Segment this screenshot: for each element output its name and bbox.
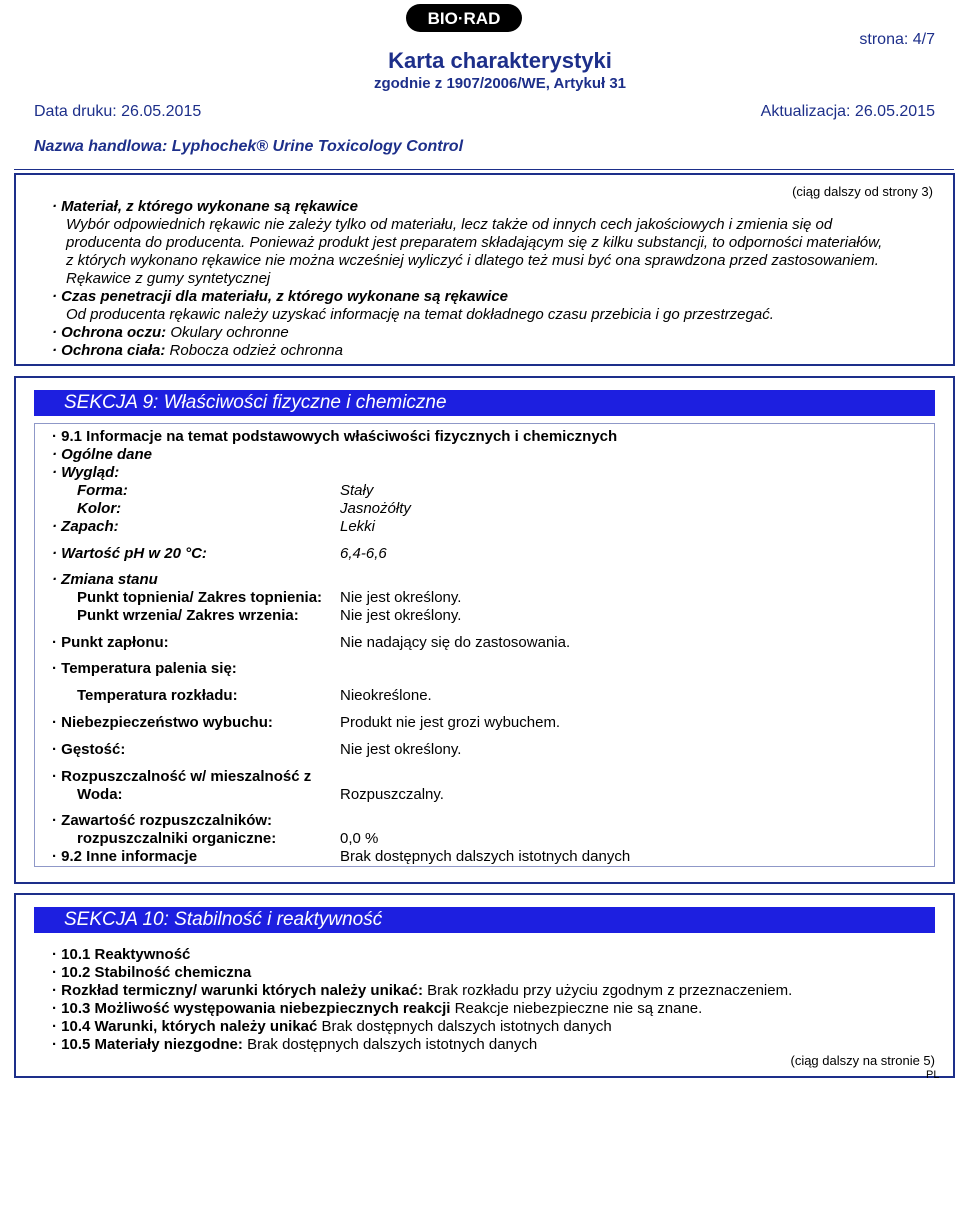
boiling-point-label: Punkt wrzenia/ Zakres wrzenia: [77,607,299,624]
density-value: Nie jest określony. [340,741,462,758]
form-value: Stały [340,482,374,499]
solubility-label: · Rozpuszczalność w/ mieszalność z [52,768,312,785]
odor-value: Lekki [340,518,376,535]
general-data: · Ogólne dane [52,446,153,463]
section-9-heading-bar [34,390,935,416]
ph-value: 6,4-6,6 [340,545,387,562]
glove-text-1: Wybór odpowiednich rękawic nie zależy tylko od materiału, lecz także od innych cech jakościowych i zmienia się od [66,216,833,233]
melting-point-label: Punkt topnienia/ Zakres topnienia: [77,589,323,606]
glove-text-3: z których wykonano rękawice nie można wcześniej wyliczyć i dlatego też musi być ona sprawdzona przed zastosowaniem. [66,252,879,269]
section-9-2-value: Brak dostępnych dalszych istotnych danych [340,848,631,865]
update-date: Aktualizacja: 26.05.2015 [760,103,935,120]
thermal-decomposition: · Rozkład termiczny/ warunki których należy unikać: Brak rozkładu przy użyciu zgodnym z przeznaczeniem. [52,982,793,999]
form-label: Forma: [77,482,128,499]
body-protection: · Ochrona ciała: Robocza odzież ochronna [52,342,343,359]
organic-solvents-value: 0,0 % [340,830,379,847]
explosion-hazard-label: · Niebezpieczeństwo wybuchu: [52,714,273,731]
penetration-label: · Czas penetracji dla materiału, z którego wykonane są rękawice [52,288,509,305]
section-10-heading-bar [34,907,935,933]
continued-from: (ciąg dalszy od strony 3) [792,184,933,199]
print-date: Data druku: 26.05.2015 [34,103,202,120]
solvent-content-label: · Zawartość rozpuszczalników: [52,812,273,829]
odor-label: · Zapach: [52,518,119,535]
decomposition-temp-label: Temperatura rozkładu: [77,687,238,704]
color-value: Jasnożółty [340,500,411,517]
organic-solvents-label: rozpuszczalniki organiczne: [77,830,277,847]
logo-text: BIO·RAD [427,9,501,28]
trade-name: Nazwa handlowa: Lyphochek® Urine Toxicology Control [34,138,464,155]
section-10-1: · 10.1 Reaktywność [52,946,191,963]
water-label: Woda: [77,786,123,803]
glove-text-4: Rękawice z gumy syntetycznej [66,270,271,287]
ignition-temp-label: · Temperatura palenia się: [52,660,237,677]
melting-point-value: Nie jest określony. [340,589,462,606]
flash-point-label: · Punkt zapłonu: [52,634,169,651]
header-divider [14,169,954,170]
section-10-heading: SEKCJA 10: Stabilność i reaktywność [64,909,383,930]
density-label: · Gęstość: [52,741,126,758]
state-change-label: · Zmiana stanu [52,571,158,588]
eye-protection: · Ochrona oczu: Okulary ochronne [52,324,289,341]
bio-rad-logo [405,3,523,33]
section-10-2: · 10.2 Stabilność chemiczna [52,964,252,981]
section-9-heading: SEKCJA 9: Właściwości fizyczne i chemiczne [64,392,447,413]
decomposition-temp-value: Nieokreślone. [340,687,432,704]
glove-text-2: producenta do producenta. Ponieważ produkt jest preparatem składającym się z kilku substancji, to odporności materiałów, [66,234,883,251]
section-10-3: · 10.3 Możliwość występowania niebezpiecznych reakcji Reakcje niebezpieczne nie są znane. [52,1000,703,1017]
color-label: Kolor: [77,500,122,517]
document-title: Karta charakterystyki [388,48,612,73]
boiling-point-value: Nie jest określony. [340,607,462,624]
continued-to: (ciąg dalszy na stronie 5) [790,1053,935,1068]
glove-material-label: · Materiał, z którego wykonane są rękawice [52,198,358,215]
section-10-5: · 10.5 Materiały niezgodne: Brak dostępnych dalszych istotnych danych [52,1036,538,1053]
section-9-1: · 9.1 Informacje na temat podstawowych właściwości fizycznych i chemicznych [52,428,618,445]
water-value: Rozpuszczalny. [340,786,444,803]
explosion-hazard-value: Produkt nie jest grozi wybuchem. [340,714,561,731]
document-subtitle: zgodnie z 1907/2006/WE, Artykuł 31 [373,75,627,92]
section-9-2-label: · 9.2 Inne informacje [52,848,198,865]
appearance-label: · Wygląd: [52,464,120,481]
ph-label: · Wartość pH w 20 °C: [52,545,207,562]
page-number: strona: 4/7 [859,31,935,48]
flash-point-value: Nie nadający się do zastosowania. [340,634,571,651]
language-code: PL [926,1069,940,1081]
penetration-text: Od producenta rękawic należy uzyskać informację na temat dokładnego czasu przebicia i go przestrzegać. [66,306,774,323]
section-8-continuation [14,173,955,366]
section-10-4: · 10.4 Warunki, których należy unikać Brak dostępnych dalszych istotnych danych [52,1018,612,1035]
